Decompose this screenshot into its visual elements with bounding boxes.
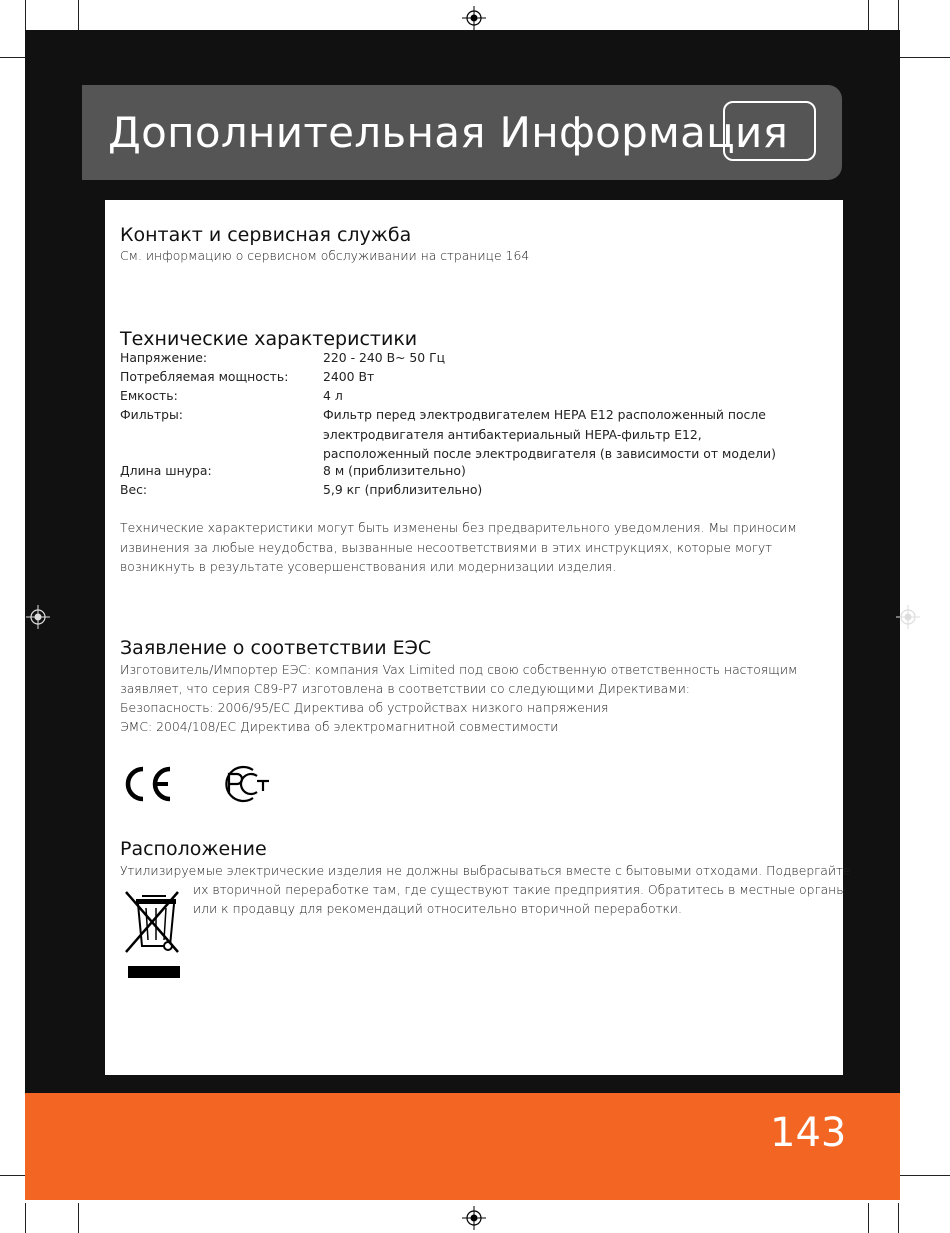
disposal-line: их вторичной переработке там, где существуют такие предприятия. Обратитесь в местные органы [193, 882, 846, 897]
spec-value: 8 м (приблизительно) [323, 463, 466, 478]
spec-value: Фильтр перед электродвигателем HEPA E12 расположенный после электродвигателя антибактериальный HEPA-фильтр E12, расположенный после электродвигателя (в зависимости от модели) [323, 407, 776, 461]
ce-mark-icon [122, 765, 174, 803]
page-title: Дополнительная Информация [108, 108, 789, 157]
footer-bar [25, 1093, 900, 1200]
pct-mark-icon [217, 764, 275, 804]
crop-mark [898, 1175, 950, 1176]
crop-mark [898, 57, 950, 58]
disposal-line: Утилизируемые электрические изделия не должны выбрасываться вместе с бытовыми отходами. Подвергайте [120, 863, 851, 878]
crop-mark [25, 0, 26, 30]
conformity-line: Безопасность: 2006/95/EC Директива об устройствах низкого напряжения [120, 700, 609, 715]
spec-value: 4 л [323, 388, 343, 403]
spec-label: Вес: [120, 482, 148, 497]
specs-heading: Технические характеристики [120, 328, 418, 350]
registration-mark-icon [26, 605, 50, 629]
conformity-line: заявляет, что серия C89-P7 изготовлена в соответствии со следующими Директивами: [120, 681, 690, 696]
spec-value: 220 - 240 В~ 50 Гц [323, 350, 446, 365]
conformity-line: Изготовитель/Импортер ЕЭС: компания Vax Limited под свою собственную ответственность настоящим [120, 662, 798, 677]
title-decorative-box [723, 101, 816, 161]
contact-text: См. информацию о сервисном обслуживании на странице 164 [120, 248, 530, 263]
crop-mark [898, 1203, 899, 1233]
disposal-line: или к продавцу для рекомендаций относительно вторичной переработки. [193, 901, 682, 916]
crop-mark [25, 1203, 26, 1233]
conformity-heading: Заявление о соответствии ЕЭС [120, 637, 432, 659]
spec-label: Напряжение: [120, 350, 208, 365]
spec-value: 2400 Вт [323, 369, 375, 384]
crop-mark [78, 0, 79, 30]
contact-heading: Контакт и сервисная служба [120, 224, 412, 246]
crop-mark [78, 1203, 79, 1233]
registration-mark-icon [896, 605, 920, 629]
specs-note: Технические характеристики могут быть изменены без предварительного уведомления. Мы приносим извинения за любые неудобства, вызванные несоответствиями в этих инструкциях, которые могут возникнуть в результате усовершенствования или модернизации изделия. [120, 520, 797, 574]
registration-mark-icon [462, 1206, 486, 1230]
crop-mark [898, 0, 899, 30]
registration-mark-icon [462, 6, 486, 30]
conformity-line: ЭМС: 2004/108/EC Директива об электромагнитной совместимости [120, 719, 559, 734]
spec-label: Фильтры: [120, 407, 183, 422]
spec-label: Потребляемая мощность: [120, 369, 289, 384]
spec-value: 5,9 кг (приблизительно) [323, 482, 483, 497]
spec-label: Емкость: [120, 388, 178, 403]
crop-mark [868, 1203, 869, 1233]
spec-label: Длина шнура: [120, 463, 212, 478]
crop-mark [868, 0, 869, 30]
disposal-heading: Расположение [120, 838, 267, 860]
crossed-bin-icon [122, 890, 186, 982]
page-number: 143 [770, 1110, 847, 1156]
